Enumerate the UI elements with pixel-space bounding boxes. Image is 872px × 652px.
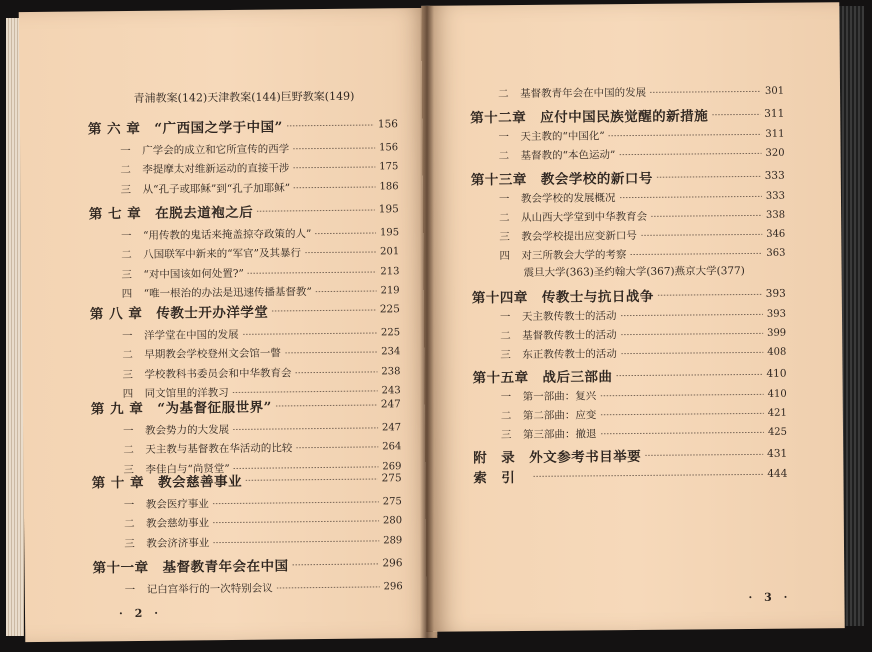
section-entry <box>124 530 402 553</box>
section-index: 四 <box>121 288 133 301</box>
page-ref: 421 <box>767 407 787 419</box>
page-ref: 275 <box>381 472 402 485</box>
section-title <box>123 421 229 437</box>
section-index: 二 <box>120 164 131 177</box>
chapter-number: 第十三章 <box>470 171 527 189</box>
page-ref: 311 <box>764 107 785 120</box>
section-index: 一 <box>122 329 133 342</box>
right-toc <box>421 2 844 632</box>
page-ref: 225 <box>379 303 400 316</box>
dot-leader <box>248 271 377 273</box>
page-ref: 338 <box>765 209 786 221</box>
chapter-heading <box>89 201 254 223</box>
page-ref: 444 <box>767 467 788 480</box>
chapter-title: 传教士与抗日战争 <box>541 288 654 306</box>
chapter-entry <box>89 199 399 222</box>
page-ref: 431 <box>767 447 788 460</box>
section-text: 天主教传教士的活动 <box>521 309 617 323</box>
dot-leader <box>651 214 762 216</box>
chapter-heading <box>92 470 243 492</box>
section-title <box>124 496 209 512</box>
dot-leader <box>600 412 763 414</box>
chapter-title: 战后三部曲 <box>542 369 613 386</box>
section-text: 李提摩太对维新运动的直接干涉 <box>142 162 290 176</box>
chapter-heading <box>90 301 269 323</box>
page-ref: 296 <box>383 580 403 592</box>
page-ref: 301 <box>764 85 785 97</box>
dot-leader <box>316 290 377 292</box>
section-text: 教会学校的发展概况 <box>520 191 616 205</box>
chapter-heading <box>473 445 641 466</box>
page-ref: 410 <box>767 388 787 400</box>
dot-leader <box>601 431 764 433</box>
dot-leader <box>620 313 762 315</box>
section-index: 二 <box>499 211 510 224</box>
section-index: 三 <box>122 368 134 381</box>
dot-leader <box>600 393 763 395</box>
dot-leader <box>285 351 377 353</box>
section-text: 洋学堂在中国的发展 <box>144 328 239 342</box>
section-index: 四 <box>122 387 134 401</box>
dot-leader <box>243 332 377 334</box>
page-ref: 320 <box>765 147 785 159</box>
chapter-number: 附 录 <box>473 450 516 467</box>
section-title <box>120 180 290 197</box>
page-ref: 175 <box>379 161 399 173</box>
chapter-title: 教会学校的新口号 <box>540 170 653 188</box>
section-title <box>122 284 312 301</box>
chapter-entry <box>91 394 401 417</box>
section-index: 一 <box>500 390 512 403</box>
chapter-heading <box>91 396 272 418</box>
chapter-entry <box>92 553 402 576</box>
chapter-title: 在脱去道袍之后 <box>155 204 254 222</box>
book-gutter <box>420 6 434 638</box>
dot-leader <box>233 390 378 393</box>
page-ref: 280 <box>382 515 403 527</box>
section-title <box>124 535 209 551</box>
dot-leader <box>233 427 378 430</box>
dot-leader <box>657 175 761 177</box>
page-ref: 363 <box>766 247 786 259</box>
section-index: 三 <box>499 230 510 243</box>
page-ref: 346 <box>766 228 786 240</box>
dot-leader <box>621 351 763 353</box>
section-text: 广学会的成立和它所宣传的西学 <box>142 142 290 157</box>
section-title <box>498 84 646 100</box>
section-title <box>501 426 597 442</box>
page-ref: 410 <box>766 367 787 380</box>
section-text: 基督教青年会在中国的发展 <box>519 86 647 100</box>
chapter-gap <box>515 450 529 466</box>
section-text: 第一部曲：复兴 <box>522 389 597 403</box>
section-entry <box>498 81 784 103</box>
chapter-entry <box>88 114 398 137</box>
section-text: 李佳白与“尚贤堂” <box>145 462 230 476</box>
section-title <box>499 247 626 263</box>
section-text: 教会势力的大发展 <box>145 423 230 437</box>
section-index: 一 <box>123 424 134 437</box>
page-ref: 393 <box>765 287 786 300</box>
section-title <box>121 265 244 281</box>
section-text: “对中国该如何处置?” <box>143 267 244 281</box>
dot-leader <box>213 520 379 523</box>
page-ref: 275 <box>382 495 402 507</box>
chapter-entry <box>92 468 402 491</box>
page-ref: 219 <box>380 285 400 297</box>
dot-leader <box>305 251 376 253</box>
chapter-gap <box>141 206 155 222</box>
chapter-gap <box>142 306 156 322</box>
chapter-gap <box>515 470 529 486</box>
chapter-entry <box>472 284 786 307</box>
section-text: 第三部曲：撤退 <box>522 427 597 441</box>
left-page <box>19 8 438 642</box>
page-ref: 195 <box>379 226 400 238</box>
chapter-entry <box>90 299 400 322</box>
chapter-heading <box>470 104 708 126</box>
chapter-title: 教会慈善事业 <box>157 473 243 491</box>
chapter-heading <box>88 115 283 137</box>
dot-leader <box>277 586 380 588</box>
page-ref: 289 <box>383 534 403 546</box>
section-text: 同文馆里的洋教习 <box>144 386 229 400</box>
section-index: 三 <box>121 268 133 281</box>
section-title <box>501 388 597 404</box>
dot-leader <box>658 293 762 295</box>
chapter-title: “为基督征服世界” <box>157 399 272 417</box>
section-text: 教会医疗事业 <box>145 497 209 511</box>
section-text: 第二部曲：应变 <box>522 408 597 422</box>
section-text: “唯一根治的办法是迅速传播基督教” <box>143 286 312 300</box>
chapter-heading <box>472 365 612 386</box>
section-index: 一 <box>498 192 510 205</box>
dot-leader <box>287 124 374 126</box>
chapter-entry <box>471 166 785 189</box>
section-index: 三 <box>500 428 512 441</box>
section-title <box>122 365 291 382</box>
continuation-line: 青浦教案(142)天津教案(144)巨野教案(149) <box>133 89 355 105</box>
page-ref: 201 <box>380 246 400 258</box>
section-text: 天主教的“中国化” <box>520 129 605 143</box>
section-entry <box>498 143 784 165</box>
chapter-heading <box>472 285 654 307</box>
section-entry <box>499 243 785 265</box>
dot-leader <box>533 473 763 476</box>
dot-leader <box>650 90 761 92</box>
dot-leader <box>295 371 377 373</box>
section-title <box>121 226 311 243</box>
section-entry <box>501 422 787 444</box>
page-ref: 243 <box>381 385 401 397</box>
page-ref: 269 <box>382 460 402 472</box>
section-text: 东正教传教士的活动 <box>522 347 617 361</box>
chapter-number: 第十一章 <box>92 559 149 577</box>
section-text: “用传教的鬼话来掩盖掠夺政策的人” <box>142 227 312 242</box>
dot-leader <box>293 166 375 168</box>
dot-leader <box>712 113 760 114</box>
section-title <box>500 346 617 362</box>
chapter-heading <box>473 466 529 486</box>
page-number: · 2 · <box>118 606 163 621</box>
chapter-entry <box>473 444 787 467</box>
subsection-list: 震旦大学(363)圣约翰大学(367)燕京大学(377) <box>523 265 745 279</box>
section-title <box>498 128 604 144</box>
section-index: 二 <box>124 517 135 531</box>
page-ref: 311 <box>765 128 785 140</box>
dot-leader <box>272 309 376 311</box>
chapter-gap <box>526 110 540 126</box>
dot-leader <box>296 446 378 448</box>
section-title <box>499 147 616 163</box>
dot-leader <box>645 453 763 455</box>
section-text: 教会慈幼事业 <box>146 517 210 530</box>
page-ref: 333 <box>764 169 785 182</box>
chapter-number: 第 八 章 <box>89 305 143 323</box>
section-title <box>121 245 301 262</box>
section-title <box>499 190 616 206</box>
page-number: · 3 · <box>748 590 792 605</box>
dot-leader <box>619 152 761 154</box>
page-ref: 225 <box>380 326 401 338</box>
chapter-number: 第 七 章 <box>88 205 142 223</box>
dot-leader <box>294 186 375 188</box>
page-ref: 264 <box>382 441 402 453</box>
chapter-title: 传教士开办洋学堂 <box>156 304 269 322</box>
dot-leader <box>246 478 378 480</box>
page-ref: 234 <box>381 346 401 358</box>
section-title <box>501 407 597 423</box>
section-title <box>122 345 281 362</box>
section-title <box>120 141 289 158</box>
section-text: 教会济济事业 <box>146 536 210 550</box>
chapter-number: 第十四章 <box>471 289 528 307</box>
section-index: 一 <box>498 130 509 143</box>
section-text: 学校教科书委员会和中华教育会 <box>144 366 292 381</box>
section-index: 三 <box>500 348 511 361</box>
section-title <box>122 326 239 342</box>
section-title <box>499 227 637 243</box>
section-text: 从山西大学堂到中华教育会 <box>521 210 648 224</box>
page-ref: 247 <box>380 398 401 411</box>
chapter-entry <box>472 364 786 387</box>
section-index: 一 <box>499 310 511 323</box>
page-ref: 393 <box>766 308 787 320</box>
page-ref: 156 <box>377 118 398 131</box>
section-index: 二 <box>500 329 511 342</box>
section-text: 基督教传教士的活动 <box>522 328 617 342</box>
dot-leader <box>617 373 763 375</box>
chapter-number: 第 十 章 <box>91 474 145 492</box>
dot-leader <box>619 195 761 197</box>
section-entry <box>120 176 398 199</box>
dot-leader <box>257 209 375 211</box>
chapter-title: 基督教青年会在中国 <box>162 558 289 576</box>
section-index: 二 <box>500 409 512 422</box>
page-ref: 156 <box>378 141 399 153</box>
section-entry <box>500 342 786 364</box>
page-ref: 296 <box>382 557 403 570</box>
page-ref: 247 <box>381 421 402 433</box>
section-title <box>500 308 617 324</box>
chapter-heading <box>92 554 288 576</box>
section-index: 三 <box>124 537 135 550</box>
section-index: 三 <box>120 183 132 196</box>
section-title <box>500 327 617 343</box>
chapter-title: 应付中国民族觉醒的新措施 <box>540 108 709 126</box>
section-title <box>125 580 273 597</box>
section-index: 四 <box>499 249 511 262</box>
section-text: 对三所教会大学的考察 <box>521 248 627 262</box>
section-index: 一 <box>120 144 131 157</box>
page-ref: 195 <box>378 203 399 216</box>
page-ref: 333 <box>765 190 785 202</box>
chapter-entry <box>470 104 784 127</box>
section-index: 二 <box>122 348 133 362</box>
section-text: 从“孔子或耶稣”到“孔子加耶稣” <box>142 181 291 196</box>
dot-leader <box>213 501 379 504</box>
section-text: 早期教会学校登州文会馆一瞥 <box>144 347 281 361</box>
chapter-heading <box>471 167 653 189</box>
section-index: 一 <box>123 498 135 511</box>
right-page <box>421 2 844 632</box>
chapter-gap <box>528 290 542 306</box>
page-ref: 186 <box>379 180 399 192</box>
section-title <box>123 440 292 457</box>
dot-leader <box>641 233 762 235</box>
dot-leader <box>630 252 762 254</box>
section-text: 记白宫举行的一次特别会议 <box>146 582 273 596</box>
section-index: 三 <box>123 463 135 476</box>
page-ref: 425 <box>767 426 788 438</box>
chapter-gap <box>144 475 158 491</box>
section-index: 一 <box>120 229 132 242</box>
dot-leader <box>621 332 763 334</box>
chapter-gap <box>140 121 154 137</box>
chapter-gap <box>143 401 157 417</box>
chapter-number: 索 引 <box>473 470 516 487</box>
dot-leader <box>213 540 379 543</box>
section-title <box>120 160 289 177</box>
dot-leader <box>276 404 377 406</box>
section-title <box>124 515 209 531</box>
chapter-gap <box>528 370 542 386</box>
section-title <box>499 208 647 224</box>
chapter-title: “广西国之学于中国” <box>154 119 283 137</box>
section-entry <box>125 576 403 599</box>
chapter-number: 第十五章 <box>472 369 529 387</box>
page-ref: 399 <box>767 327 787 339</box>
section-index: 二 <box>123 443 134 457</box>
chapter-number: 第十二章 <box>470 109 527 127</box>
section-text: 基督教的“本色运动” <box>520 148 616 162</box>
chapter-number: 第 九 章 <box>90 400 144 418</box>
chapter-gap <box>148 560 162 576</box>
page-ref: 213 <box>380 265 400 277</box>
page-ref: 238 <box>381 365 401 377</box>
dot-leader <box>293 563 379 565</box>
left-toc <box>19 8 438 642</box>
section-text: 教会学校提出应变新口号 <box>521 229 637 243</box>
section-text: 天主教与基督教在华活动的比较 <box>145 442 293 456</box>
section-index: 二 <box>497 87 509 100</box>
section-text: 八国联军中新来的“军官”及其暴行 <box>143 247 302 261</box>
chapter-number: 第 六 章 <box>87 120 141 138</box>
section-index: 二 <box>498 149 510 162</box>
dot-leader <box>609 133 762 135</box>
chapter-entry <box>473 464 787 487</box>
page-ref: 408 <box>767 346 787 358</box>
section-index: 二 <box>121 249 132 262</box>
dot-leader <box>293 147 375 149</box>
section-index: 一 <box>124 583 136 596</box>
dot-leader <box>315 232 376 234</box>
chapter-gap <box>527 172 541 188</box>
chapter-title: 外文参考书目举要 <box>529 448 642 466</box>
